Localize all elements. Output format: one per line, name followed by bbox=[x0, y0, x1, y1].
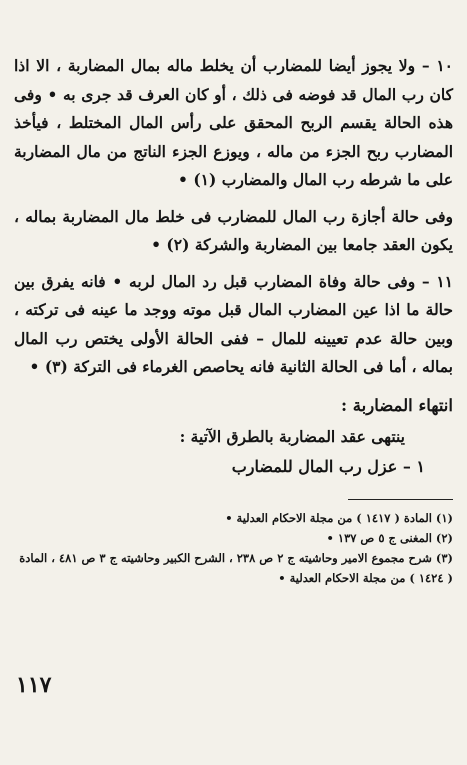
paragraph-death-of-agent: ١١ – وفى حالة وفاة المضارب قبل رد المال لربه • فانه يفرق بين حالة ما اذا عين المضارب المال قبل موته ووجد ما عينه فى تركته ، وبين حالة عدم تعيينه للمال – ففى الحالة الأولى يختص رب المال بماله ، أما فى الحالة الثانية فانه يحاصص الغرماء فى التركة (٣) • bbox=[14, 271, 453, 376]
page-content bbox=[14, 52, 453, 588]
paragraph-mixing-funds: ١٠ – ولا يجوز أيضا للمضارب أن يخلط ماله بمال المضاربة ، الا اذا كان رب المال قد فوضه فى ذلك ، أو كان العرف قد جرى به • وفى هذه الحالة يقسم الربح المحقق على رأس المال المختلط ، فيأخذ المضارب ربح الجزء من ماله ، ويوزع الجزء الناتج من مال المضاربة على ما شرطه رب المال والمضارب (١) • bbox=[14, 56, 453, 189]
footnote-3: (٣) شرح مجموع الامير وحاشيته ج ٢ ص ٢٣٨ ، الشرح الكبير وحاشيته ج ٣ ص ٤٨١ ، المادة ( ١٤٢٤ ) من مجلة الاحكام العدلية • bbox=[19, 550, 453, 585]
list-item-1: ١ – عزل رب المال للمضارب bbox=[231, 456, 425, 476]
footnote-2: (٢) المغنى ج ٥ ص ١٣٧ • bbox=[326, 530, 453, 545]
page-number: ١١٧ bbox=[16, 672, 52, 698]
footnote-1: (١) المادة ( ١٤١٧ ) من مجلة الاحكام العدلية • bbox=[225, 510, 453, 525]
section-heading: انتهاء المضاربة : bbox=[340, 395, 453, 415]
paragraph-permission-mixing: وفى حالة أجازة رب المال للمضارب فى خلط مال المضاربة بماله ، يكون العقد جامعا بين المضاربة والشركة (٢) • bbox=[14, 206, 453, 254]
footnote-divider bbox=[348, 499, 453, 500]
section-intro: ينتهى عقد المضاربة بالطرق الآتية : bbox=[179, 426, 405, 446]
